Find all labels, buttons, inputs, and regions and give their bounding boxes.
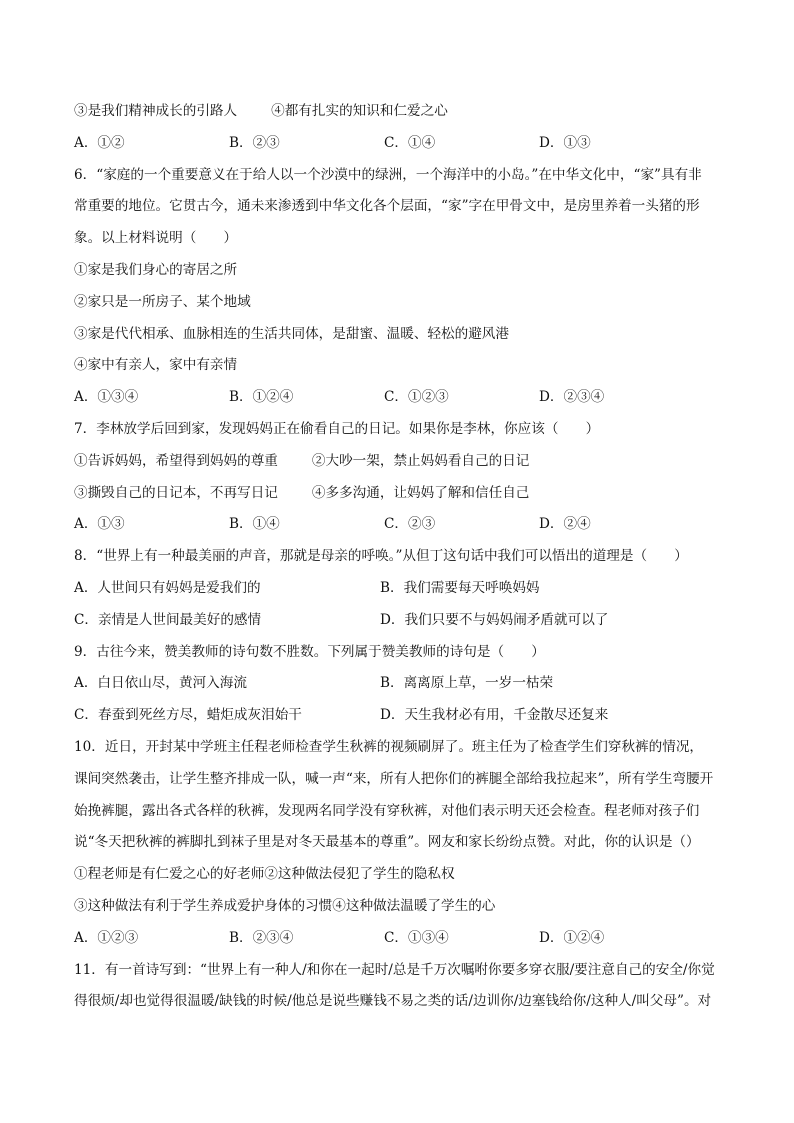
q5-choice-d: D．①③ — [539, 134, 591, 151]
q6-option: ④家中有亲人，家中有亲情 — [74, 357, 238, 374]
q9-stem: 9．古往今来，赞美教师的诗句数不胜数。下列属于赞美教师的诗句是（ ） — [74, 643, 545, 660]
q6-stem-line: 6．“家庭的一个重要意义在于给人以一个沙漠中的绿洲，一个海洋中的小岛。”在中华文化中，“家”具有非 — [74, 166, 702, 183]
q7-choice-b: B．①④ — [229, 516, 280, 533]
q10-stem-line: 课间突然袭击，让学生整齐排成一队，喊一声“来，所有人把你们的裤腿全部给我拉起来”，所有学生弯腰开 — [74, 770, 714, 787]
q7-options-row — [74, 446, 724, 478]
q10-option: ③这种做法有利于学生养成爱护身体的习惯④这种做法温暖了学生的心 — [74, 897, 496, 914]
q7-choice-a: A．①③ — [74, 516, 125, 533]
q11-stem-line: 11．有一首诗写到：“世界上有一种人/和你在一起时/总是千万次嘱咐你要多穿衣服/要注意自己的安全/你觉 — [74, 961, 715, 978]
q5-option-4: ④都有扎实的知识和仁爱之心 — [271, 103, 448, 119]
exam-page — [74, 96, 724, 1018]
q9-choices-row — [74, 700, 724, 732]
q8-choice-a: A．人世间只有妈妈是爱我们的 — [74, 579, 261, 596]
q10-choices — [74, 923, 724, 955]
q6-option: ②家只是一所房子、某个地域 — [74, 293, 251, 310]
q8-choices-row — [74, 605, 724, 637]
q7-option-2: ②大吵一架，禁止妈妈看自己的日记 — [311, 452, 530, 469]
q9-choices-row — [74, 668, 724, 700]
q5-choice-a: A．①② — [74, 134, 125, 151]
q6-choice-c: C．①②③ — [384, 389, 449, 406]
q7-options-row — [74, 478, 724, 510]
q10-stem-line: 说“冬天把秋裤的裤脚扎到袜子里是对冬天最基本的尊重”。网友和家长纷纷点赞。对此，你的认识是（） — [74, 834, 700, 851]
q8-choice-b: B．我们需要每天呼唤妈妈 — [380, 579, 540, 596]
q10-stem-line: 10．近日，开封某中学班主任程老师检查学生秋裤的视频刷屏了。班主任为了检查学生们穿秋裤的情况， — [74, 738, 704, 755]
q10-stem-line: 始挽裤腿，露出各式各样的秋裤，发现两名同学没有穿秋裤，对他们表示明天还会检查。程老师对孩子们 — [74, 802, 700, 819]
q10-option: ①程老师是有仁爱之心的好老师②这种做法侵犯了学生的隐私权 — [74, 866, 455, 883]
q6-option: ①家是我们身心的寄居之所 — [74, 261, 238, 278]
q8-stem: 8．“世界上有一种最美丽的声音，那就是母亲的呼唤。”从但丁这句话中我们可以悟出的道理是（ ） — [74, 548, 688, 565]
q7-option-3: ③撕毁自己的日记本，不再写日记 — [74, 484, 278, 501]
q9-choice-c: C．春蚕到死丝方尽，蜡炬成灰泪始干 — [74, 707, 302, 724]
q8-choice-d: D．我们只要不与妈妈闹矛盾就可以了 — [380, 611, 609, 628]
q9-choice-b: B．离离原上草，一岁一枯荣 — [380, 675, 554, 692]
q7-stem: 7．李林放学后回到家，发现妈妈正在偷看自己的日记。如果你是李林，你应该（ ） — [74, 420, 600, 437]
q6-stem-line: 象。以上材料说明（ ） — [74, 230, 238, 247]
q8-choice-c: C．亲情是人世间最美好的感情 — [74, 611, 262, 628]
q7-option-4: ④多多沟通，让妈妈了解和信任自己 — [311, 484, 530, 501]
q6-choices — [74, 382, 724, 414]
q6-option: ③家是代代相承、血脉相连的生活共同体，是甜蜜、温暖、轻松的避风港 — [74, 325, 509, 342]
q5-choice-c: C．①④ — [384, 134, 436, 151]
q5-choice-b: B．②③ — [229, 134, 280, 151]
q10-choice-c: C．①③④ — [384, 929, 449, 946]
q6-choice-d: D．②③④ — [539, 389, 605, 406]
q7-option-1: ①告诉妈妈，希望得到妈妈的尊重 — [74, 452, 278, 469]
q8-choices-row — [74, 573, 724, 605]
q7-choice-c: C．②③ — [384, 516, 436, 533]
q6-choice-b: B．①②④ — [229, 389, 294, 406]
q9-choice-d: D．天生我材必有用，千金散尽还复来 — [380, 707, 609, 724]
q6-choice-a: A．①③④ — [74, 389, 139, 406]
q7-choice-d: D．②④ — [539, 516, 591, 533]
q10-choice-b: B．②③④ — [229, 929, 294, 946]
q9-choice-a: A．白日依山尽，黄河入海流 — [74, 675, 247, 692]
q11-stem-line: 得很烦/却也觉得很温暖/缺钱的时候/他总是说些赚钱不易之类的话/边训你/边塞钱给你/这种人/叫父母”。对 — [74, 993, 712, 1010]
q7-choices — [74, 509, 724, 541]
q6-stem-line: 常重要的地位。它贯古今，通未来渗透到中华文化各个层面，“家”字在甲骨文中，是房里养着一头猪的形 — [74, 198, 700, 215]
q10-choice-a: A．①②③ — [74, 929, 139, 946]
q10-choice-d: D．①②④ — [539, 929, 605, 946]
q5-choices — [74, 128, 724, 160]
q5-option-3: ③是我们精神成长的引路人 — [74, 103, 238, 119]
q5-options-row — [74, 96, 724, 128]
